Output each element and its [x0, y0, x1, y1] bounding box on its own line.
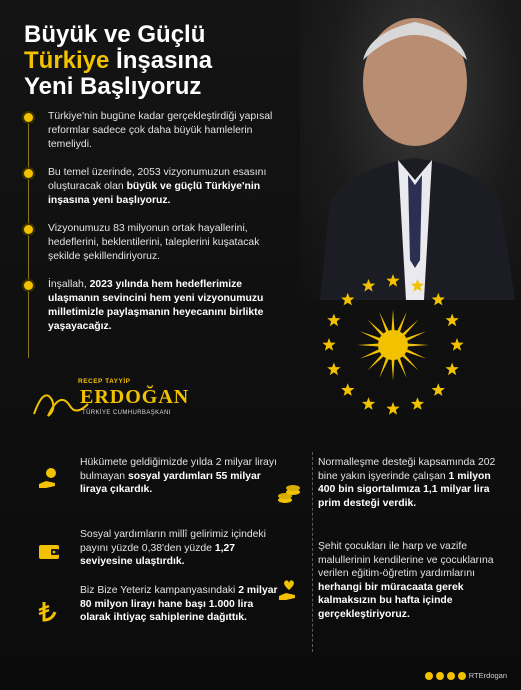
star-icon [327, 314, 340, 327]
column-divider [312, 452, 313, 652]
star-icon [432, 383, 445, 396]
star-icon [411, 279, 424, 292]
lira-icon [34, 598, 60, 624]
headline-line-2-rest: İnşasına [109, 47, 213, 74]
instagram-icon[interactable] [425, 672, 433, 680]
sun-ray [379, 357, 389, 378]
fact-bold-text: 2 milyar 80 milyon lirayı hane başı 1.000 lira olarak ihtiyaç sahiplerine dağıttık. [80, 585, 278, 624]
timeline-dot-icon [24, 225, 33, 234]
headline-line-1: Büyük ve Güçlü [24, 21, 206, 48]
timeline-dot-icon [24, 281, 33, 290]
timeline-bold-text: 2023 yılında hem hedeflerimize ulaşmanın sevincini hem yeni vizyonumuzu milletimizle paylaşmanın heyecanını birlikte yaşayacağız. [48, 279, 264, 332]
star-icon [362, 279, 375, 292]
heart-hand-icon [276, 578, 302, 604]
headline-line-3: Yeni Başlıyoruz [24, 73, 202, 100]
hand-coin-icon [36, 466, 62, 492]
fact-premium-support [318, 456, 508, 510]
sun-ray [397, 312, 407, 333]
signature-block [30, 378, 190, 426]
timeline-text: Bu temel üzerinde, 2053 vizyonumuzun esasını oluşturacak olan [48, 167, 267, 192]
timeline-item [24, 166, 284, 208]
fact-campaign-distribution [80, 584, 280, 625]
fact-text: Biz Bize Yeteriz kampanyasındaki [80, 585, 239, 596]
fact-bold-text: sosyal yardımları 55 milyar liraya çıkardık. [80, 470, 261, 496]
sun-ray [407, 344, 429, 347]
signature-surname: ERDOĞAN [80, 386, 190, 408]
twitter-icon[interactable] [447, 672, 455, 680]
sun-ray [360, 331, 381, 341]
sun-ray [379, 312, 389, 333]
social-footer [425, 671, 507, 680]
wallet-icon [36, 538, 62, 564]
sun-ray [368, 320, 385, 337]
star-icon [341, 293, 354, 306]
fact-bold-text: 1,27 seviyesine ulaştırdık. [80, 542, 236, 568]
headline-gold-word: Türkiye [24, 47, 110, 74]
timeline-text: Türkiye'nin bugüne kadar gerçekleştirdiği yapısal reformlar sadece çok daha büyük hamlelerin temeliydi. [48, 111, 273, 150]
star-icon [341, 383, 354, 396]
timeline-text: İnşallah, [48, 279, 90, 290]
sun-ray [402, 320, 419, 337]
statement-timeline [24, 110, 284, 348]
timeline-item [24, 278, 284, 334]
portrait-photo [300, 0, 521, 300]
headline-line-2 [24, 48, 284, 74]
timeline-dot-icon [24, 169, 33, 178]
sun-ray [402, 354, 419, 371]
sun-ray [392, 309, 395, 331]
sun-ray [360, 349, 381, 359]
timeline-text: Vizyonumuzu 83 milyonun ortak hayallerini, hedeflerini, beklentilerini, taleplerini kuşatacak şekilde şekillendiriyoruz. [48, 223, 260, 262]
fact-text: Sosyal yardımların millî gelirimiz içindeki payını yüzde 0,38'den yüzde [80, 529, 266, 554]
star-icon [386, 274, 399, 287]
timeline-dot-icon [24, 113, 33, 122]
sun-ray [357, 344, 379, 347]
headline [24, 22, 284, 100]
fact-social-aid [80, 456, 280, 497]
signature-first-names: RECEP TAYYİP [78, 378, 131, 385]
presidential-seal-icon [318, 270, 468, 420]
sun-core [378, 330, 408, 360]
fact-national-income-share [80, 528, 280, 569]
youtube-icon[interactable] [458, 672, 466, 680]
coins-icon [276, 480, 302, 506]
fact-bold-text: 1 milyon 400 bin sigortalımıza 1,1 milyar lira prim desteği verdik. [318, 470, 491, 509]
fact-education-aid [318, 540, 508, 622]
fact-text: Hükümete geldiğimizde yılda 2 milyar lirayı bulmayan [80, 457, 277, 482]
timeline-bold-text: büyük ve güçlü Türkiye'nin inşasına yeni başlıyoruz. [48, 181, 261, 206]
social-handle[interactable]: RTErdogan [468, 671, 507, 680]
star-icon [411, 397, 424, 410]
fact-text: Normalleşme desteği kapsamında 202 bine yakın işyerinde çalışan [318, 457, 496, 482]
star-icon [362, 397, 375, 410]
sun-ray [392, 359, 395, 381]
sun-ray [405, 349, 426, 359]
star-icon [386, 402, 399, 415]
timeline-item [24, 110, 284, 152]
facebook-icon[interactable] [436, 672, 444, 680]
signature-office: TÜRKİYE CUMHURBAŞKANI [82, 410, 171, 416]
sun-ray [405, 331, 426, 341]
star-icon [327, 363, 340, 376]
star-icon [446, 314, 459, 327]
timeline-item [24, 222, 284, 264]
star-icon [432, 293, 445, 306]
star-icon [446, 363, 459, 376]
star-icon [322, 338, 335, 351]
star-icon [450, 338, 463, 351]
fact-bold-text: herhangi bir müracaata gerek kalmaksızın bu hafta içinde gerçekleştiriyoruz. [318, 581, 464, 620]
sun-ray [397, 357, 407, 378]
sun-ray [368, 354, 385, 371]
fact-text: Şehit çocukları ile harp ve vazife malullerinin kendilerine ve çocuklarına verilen eğitim-öğretim yardımlarını [318, 541, 494, 580]
